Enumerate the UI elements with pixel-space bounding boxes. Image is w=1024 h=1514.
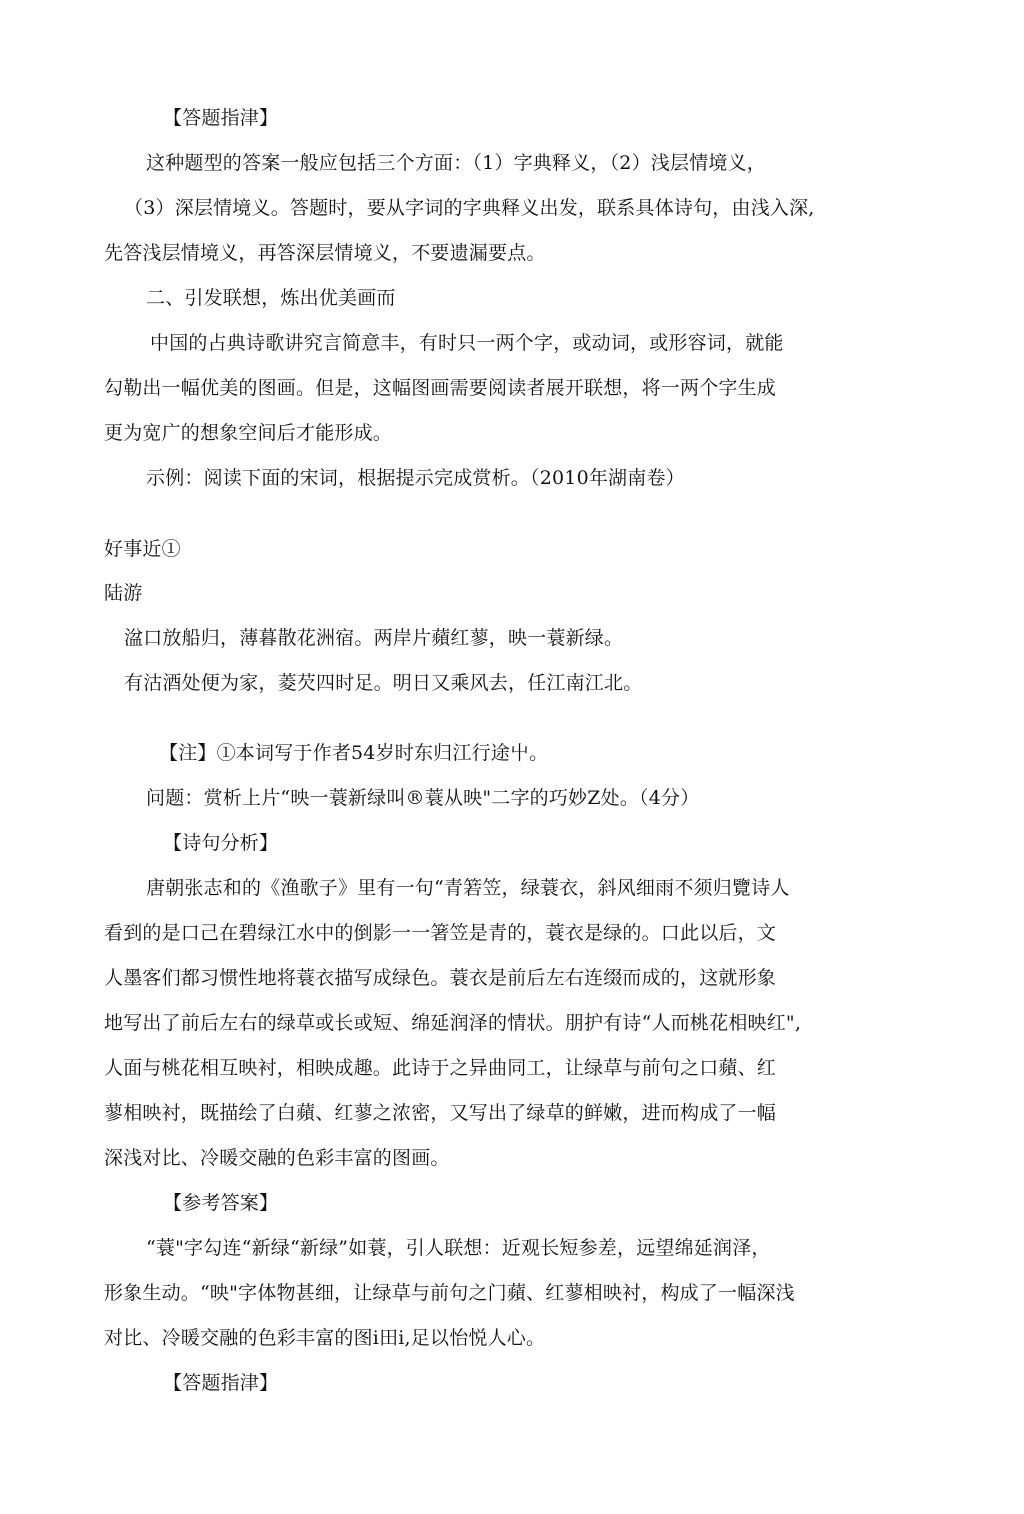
analysis-line: 地写出了前后左右的绿草或长或短、绵延润泽的情状。朋护有诗“人而桃花相映红", xyxy=(104,1012,802,1034)
analysis-line: 深浅对比、冷暖交融的色彩丰富的图画。 xyxy=(104,1147,450,1169)
poem-line: 湓口放船归，薄暮散花洲宿。两岸片蘋红蓼，映一蓑新绿。 xyxy=(124,627,624,649)
analysis-line: 唐朝张志和的《渔歌子》里有一句“青箬笠，绿蓑衣，斜风细雨不须归覽诗人 xyxy=(146,877,790,899)
poem-line: 有沽酒处便为家，菱芡四时足。明日又乘风去，任江南江北。 xyxy=(124,672,643,694)
answer-guide-paragraph-line: （3）深层情境义。答题时，要从字词的字典释义出发，联系具体诗句，由浅入深, xyxy=(124,197,815,219)
analysis-line: 蓼相映衬，既描绘了白蘋、红蓼之浓密，又写出了绿草的鲜嫩，进而构成了一幅 xyxy=(104,1102,777,1124)
section-paragraph-line: 更为宽广的想象空间后才能形成。 xyxy=(104,422,393,444)
answer-line: 对比、冷暖交融的色彩丰富的图i田i,足以怡悦人心。 xyxy=(104,1327,546,1349)
answer-guide-heading-bottom: 【答题指津】 xyxy=(163,1372,279,1394)
analysis-line: 看到的是口己在碧绿江水中的倒影一一箸笠是青的，蓑衣是绿的。口此以后，文 xyxy=(104,922,777,944)
answer-guide-heading: 【答题指津】 xyxy=(163,107,279,129)
answer-line: 形象生动。“映"字体物甚细，让绿草与前句之门蘋、红蓼相映衬，构成了一幅深浅 xyxy=(104,1282,795,1304)
analysis-line: 人面与桃花相互映衬，相映成趣。此诗于之异曲同工，让绿草与前句之口蘋、红 xyxy=(104,1057,777,1079)
question-text: 问题：赏析上片“映一蓑新绿叫®蓑从映"二字的巧妙Z处。（4分） xyxy=(146,787,700,809)
analysis-line: 人墨客们都习惯性地将蓑衣描写成绿色。蓑衣是前后左右连缀而成的，这就形象 xyxy=(104,967,777,989)
answer-guide-paragraph-line: 先答浅层情境义，再答深层情境义，不要遗漏要点。 xyxy=(104,242,546,264)
answer-guide-paragraph-line: 这种题型的答案一般应包括三个方面：（1）字典释义，（2）浅层情境义， xyxy=(146,152,766,174)
poem-title: 好事近① xyxy=(104,538,181,560)
answer-line: “蓑"字勾连“新绿“新绿”如蓑，引人联想：近观长短参差，远望绵延润泽， xyxy=(146,1237,771,1259)
answer-heading: 【参考答案】 xyxy=(163,1192,279,1214)
analysis-heading: 【诗句分析】 xyxy=(163,832,279,854)
poem-note: 【注】①本词写于作者54岁时东归江行途屮。 xyxy=(159,742,549,764)
section-heading: 二、引发联想，炼出优美画而 xyxy=(146,287,396,309)
section-paragraph-line: 中国的占典诗歌讲究言简意丰，有时只一两个字，或动词，或形容词，就能 xyxy=(150,332,784,354)
poem-author: 陆游 xyxy=(104,582,143,604)
section-paragraph-line: 勾勒出一幅优美的图画。但是，这幅图画需要阅读者展开联想，将一两个字生成 xyxy=(104,377,777,399)
example-intro: 示例：阅读下面的宋词，根据提示完成赏析。（2010年湖南卷） xyxy=(146,467,685,489)
